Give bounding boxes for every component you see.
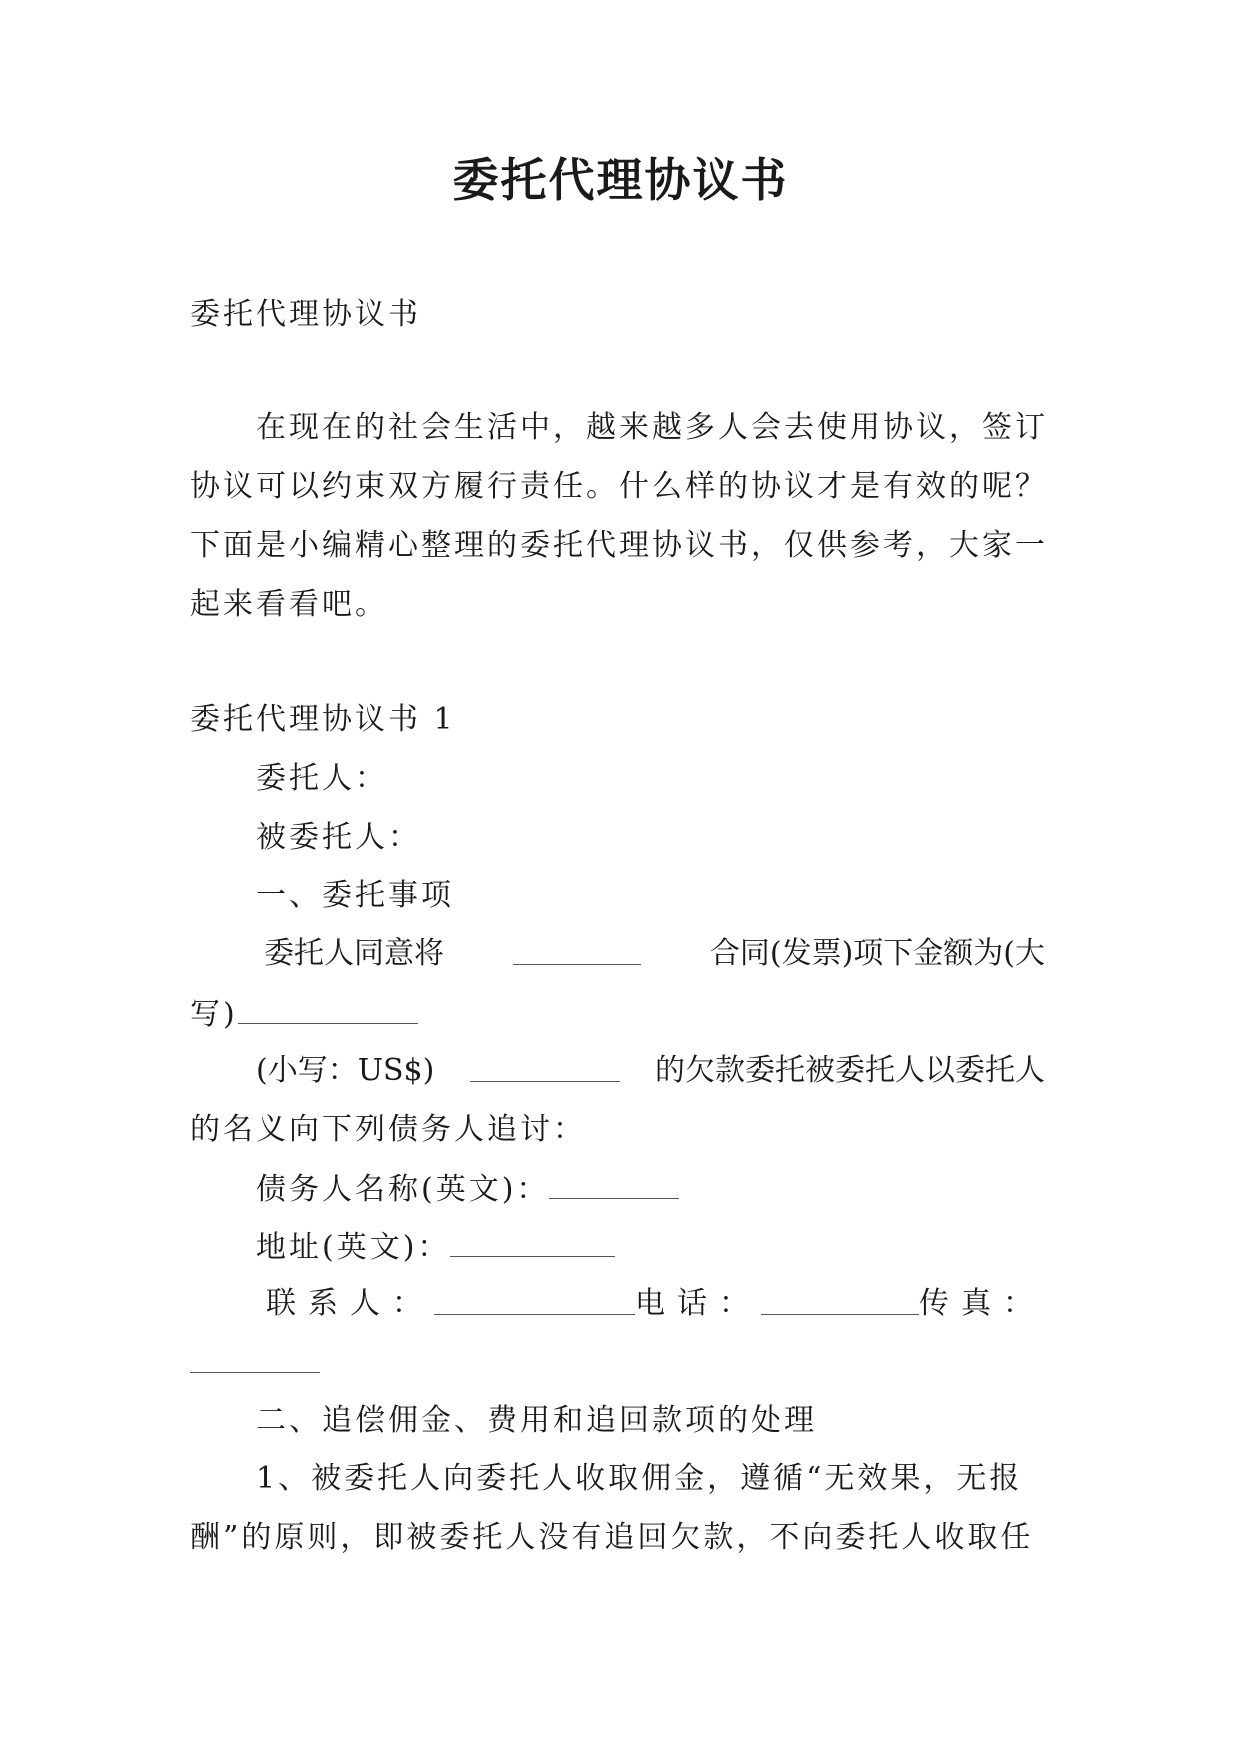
clause-line-3 [256,1051,1045,1091]
address-label: 地址(英文)： [256,1230,451,1265]
address-blank [450,1226,615,1257]
address-line [256,1226,615,1268]
item2-line-2: 酬”的原则，即被委托人没有追回欠款，不向委托人收取任 [190,1520,1034,1555]
fax-label: 传真： [919,1286,1045,1321]
clause-line-2 [190,993,418,1035]
clause-text-c: 写) [190,997,238,1032]
fax-blank [190,1342,320,1373]
debtor-name-label: 债务人名称(英文)： [256,1172,550,1207]
clause-text-a: 委托人同意将 [264,936,444,971]
clause-line-4: 的名义向下列债务人追讨： [190,1112,586,1147]
document-subtitle: 委托代理协议书 [190,297,421,332]
item2-heading: 二、追偿佣金、费用和追回款项的处理 [256,1403,817,1438]
amount-lowercase-blank [470,1051,620,1082]
phone-blank [761,1284,919,1315]
amount-uppercase-blank [238,993,418,1024]
contact-line [256,1284,1045,1324]
item2-line-1: 1、被委托人向委托人收取佣金，遵循“无效果，无报 [256,1461,1023,1496]
document-title: 委托代理协议书 [452,153,789,207]
clause-line-1 [256,934,1045,974]
section-heading: 委托代理协议书 1 [190,702,456,737]
contact-label: 联系人： [266,1286,434,1321]
contact-blank [434,1284,635,1315]
intro-line-4: 起来看看吧。 [190,587,388,622]
clause-text-b: 合同(发票)项下金额为(大 [709,936,1045,971]
debtor-name-blank [549,1168,679,1199]
clause-text-e: 的欠款委托被委托人以委托人 [655,1053,1045,1088]
fax-line [190,1342,320,1384]
item1-heading: 一、委托事项 [256,878,454,913]
intro-line-3: 下面是小编精心整理的委托代理协议书，仅供参考，大家一 [190,528,1048,563]
intro-line-1: 在现在的社会生活中，越来越多人会去使用协议，签订 [256,410,1048,445]
intro-line-2: 协议可以约束双方履行责任。什么样的协议才是有效的呢？ [190,469,1048,504]
contract-blank [513,934,641,965]
principal-label: 委托人： [256,761,388,796]
clause-text-d: (小写：US$) [256,1053,435,1088]
phone-label: 电话： [635,1286,762,1321]
agent-label: 被委托人： [256,820,421,855]
debtor-name-line [256,1168,679,1210]
